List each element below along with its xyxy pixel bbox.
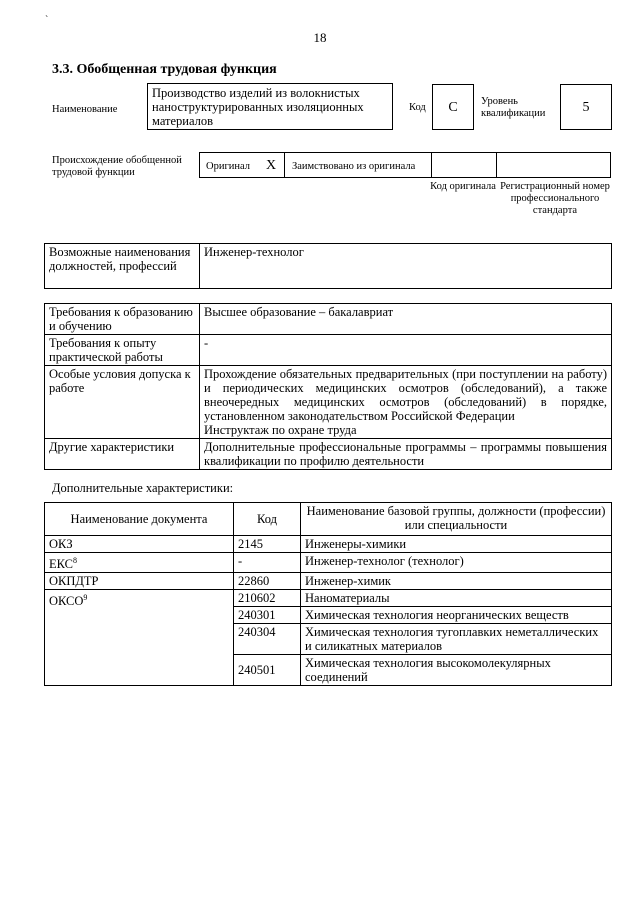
req-conditions-line: Прохождение обязательных предварительных (при поступлении на работу) и периодических медицинских осмотров (обследований), а также внеочередных медицинских осмотров (обследований) в порядке, установленном законодательством Российской Федерации — [204, 367, 607, 423]
table-row — [45, 590, 612, 607]
col-code-header: Код — [234, 503, 301, 536]
req-conditions-line: Инструктаж по охране труда — [204, 423, 357, 437]
table-row — [45, 366, 612, 439]
additional-table — [44, 502, 612, 686]
original-mark: X — [266, 158, 277, 173]
footnote-ref: 8 — [73, 556, 77, 565]
original-label: Оригинал — [206, 161, 250, 172]
req-conditions-label: Особые условия допуска к работе — [45, 366, 200, 439]
name-value-box — [147, 83, 393, 130]
positions-label: Возможные наименования должностей, профессий — [45, 244, 200, 289]
doc-name: ОКСО — [49, 594, 84, 609]
req-education-label: Требования к образованию и обучению — [45, 304, 200, 335]
reg-number-caption: Регистрационный номер профессионального стандарта — [500, 181, 610, 216]
doc-cell — [45, 553, 234, 573]
positions-value: Инженер-технолог — [200, 244, 612, 289]
doc-cell — [45, 573, 234, 590]
requirements-table — [44, 303, 612, 470]
req-conditions-value — [200, 366, 612, 439]
table-row — [45, 335, 612, 366]
level-value: 5 — [560, 84, 612, 130]
code-cell: - — [234, 553, 301, 573]
level-label: Уровень квалификации — [481, 96, 546, 119]
code-cell: 240304 — [234, 624, 301, 655]
doc-name: ОКЗ — [49, 537, 73, 551]
table-row — [45, 553, 612, 573]
code-cell: 22860 — [234, 573, 301, 590]
positions-table — [44, 243, 612, 289]
col-name-header: Наименование базовой группы, должности (профессии) или специальности — [301, 503, 612, 536]
page-number: 18 — [313, 30, 327, 45]
name-cell: Химическая технология тугоплавких неметаллических и силикатных материалов — [301, 624, 612, 655]
additional-title: Дополнительные характеристики: — [52, 481, 234, 495]
req-other-label: Другие характеристики — [45, 439, 200, 470]
name-cell: Химическая технология высокомолекулярных соединений — [301, 655, 612, 686]
code-value: C — [432, 84, 474, 130]
section-title: 3.3. Обобщенная трудовая функция — [52, 62, 277, 77]
borrowed-label: Заимствовано из оригинала — [292, 161, 416, 172]
table-row — [45, 304, 612, 335]
name-cell: Химическая технология неорганических веществ — [301, 607, 612, 624]
origin-label: Происхождение обобщенной трудовой функции — [52, 155, 182, 178]
name-cell: Инженер-технолог (технолог) — [301, 553, 612, 573]
code-cell: 210602 — [234, 590, 301, 607]
name-cell: Инженеры-химики — [301, 536, 612, 553]
origin-table — [199, 152, 611, 178]
code-cell: 240301 — [234, 607, 301, 624]
divider — [496, 153, 497, 177]
req-experience-value: - — [200, 335, 612, 366]
name-cell: Наноматериалы — [301, 590, 612, 607]
code-original-caption: Код оригинала — [430, 181, 496, 192]
doc-name: ЕКС — [49, 557, 73, 572]
table-row — [45, 439, 612, 470]
name-value: Производство изделий из волокнистых наноструктурированных изоляционных материалов — [152, 86, 364, 128]
name-cell: Инженер-химик — [301, 573, 612, 590]
code-cell: 2145 — [234, 536, 301, 553]
doc-cell — [45, 590, 234, 686]
divider — [284, 153, 285, 177]
name-label: Наименование — [52, 104, 118, 115]
scan-mark: ` — [45, 15, 49, 26]
col-doc-header: Наименование документа — [45, 503, 234, 536]
doc-cell — [45, 536, 234, 553]
code-label: Код — [409, 102, 426, 113]
req-experience-label: Требования к опыту практической работы — [45, 335, 200, 366]
code-cell: 240501 — [234, 655, 301, 686]
table-row — [45, 536, 612, 553]
footnote-ref: 9 — [83, 593, 88, 603]
divider — [431, 153, 432, 177]
table-row — [45, 573, 612, 590]
req-education-value: Высшее образование – бакалавриат — [200, 304, 612, 335]
doc-name: ОКПДТР — [49, 574, 99, 589]
req-other-value: Дополнительные профессиональные программы – программы повышения квалификации по профилю деятельности — [200, 439, 612, 470]
table-header — [45, 503, 612, 536]
